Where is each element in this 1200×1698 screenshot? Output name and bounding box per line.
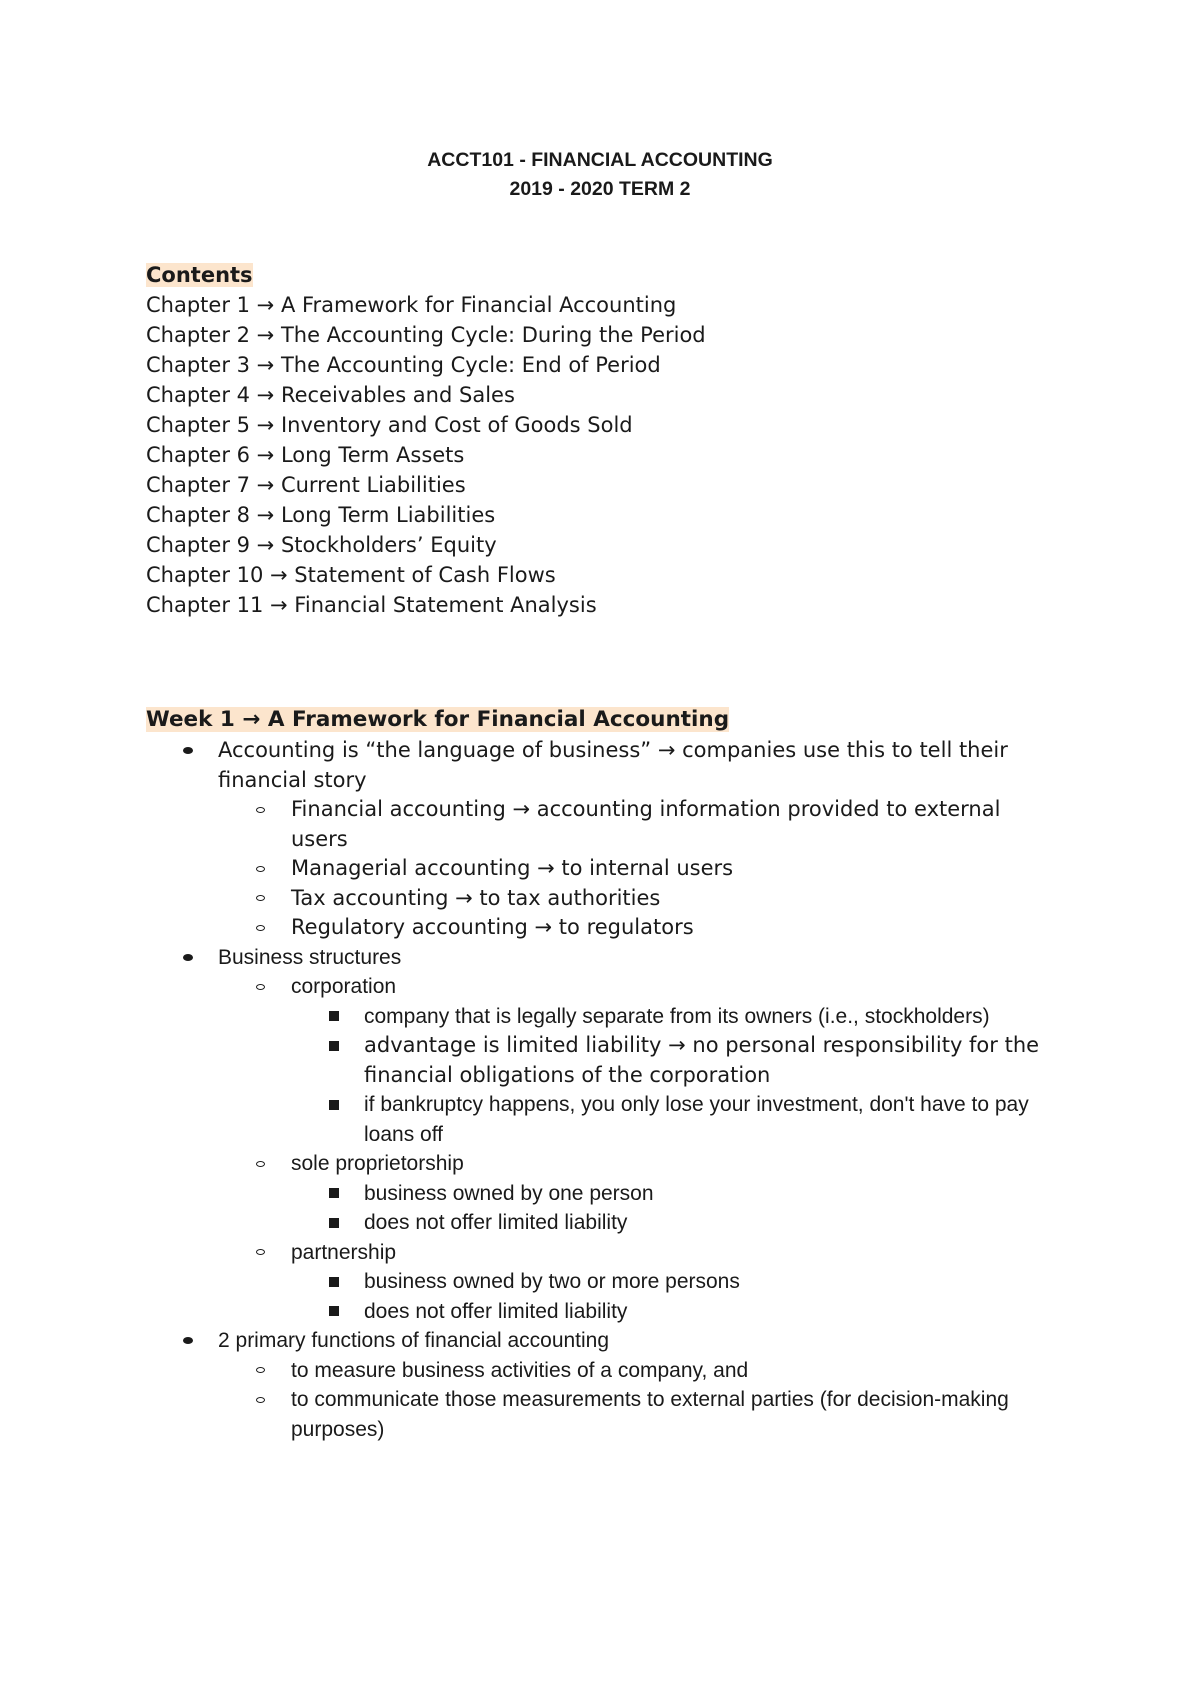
table-of-contents <box>146 260 706 620</box>
list-item-text: Regulatory accounting → to regulators <box>291 915 694 939</box>
list-item-text: Tax accounting → to tax authorities <box>291 885 661 910</box>
list-item-text: to measure business activities of a company, and <box>291 1358 749 1382</box>
bullet-square-icon <box>329 1031 339 1061</box>
list-item <box>0 884 1200 914</box>
list-item-text: Financial accounting → accounting information provided to external users <box>291 797 1001 851</box>
chapter-list <box>146 290 706 620</box>
list-item <box>0 1267 1200 1297</box>
list-item <box>0 1002 1200 1032</box>
list-item <box>0 1385 1200 1444</box>
list-item <box>0 795 1200 854</box>
list-item-text: business owned by one person <box>364 1181 654 1205</box>
bullet-circle-icon <box>256 854 265 884</box>
bullet-circle-icon <box>256 972 265 1002</box>
list-item <box>0 943 1200 973</box>
list-item-text: to communicate those measurements to external parties (for decision-making purposes) <box>291 1388 1009 1441</box>
list-item-text: if bankruptcy happens, you only lose your investment, don't have to pay loans off <box>364 1093 1029 1146</box>
list-item-text: sole proprietorship <box>291 1152 464 1175</box>
term-subtitle: 2019 - 2020 TERM 2 <box>509 178 691 200</box>
bullet-circle-icon <box>256 1385 265 1415</box>
list-item <box>0 913 1200 943</box>
bullet-square-icon <box>329 1179 339 1209</box>
bullet-disc-icon <box>183 943 193 973</box>
list-item-text: corporation <box>291 975 397 998</box>
list-item-text: partnership <box>291 1240 397 1264</box>
chapter-item: Chapter 1 → A Framework for Financial Accounting <box>146 293 677 317</box>
bullet-disc-icon <box>183 736 193 766</box>
course-title: ACCT101 - FINANCIAL ACCOUNTING <box>427 149 773 171</box>
list-item-text: does not offer limited liability <box>364 1211 628 1234</box>
bullet-circle-icon <box>256 913 265 943</box>
bullet-square-icon <box>329 1297 339 1327</box>
list-item <box>0 1356 1200 1386</box>
list-item-text: Business structures <box>218 945 402 969</box>
chapter-item: Chapter 6 → Long Term Assets <box>146 443 465 467</box>
chapter-item: Chapter 2 → The Accounting Cycle: During the Period <box>146 323 706 347</box>
list-item <box>0 1179 1200 1209</box>
list-item <box>0 1208 1200 1238</box>
list-item <box>0 854 1200 884</box>
list-item <box>0 1149 1200 1179</box>
list-item-text: company that is legally separate from its owners (i.e., stockholders) <box>364 1004 990 1028</box>
chapter-item: Chapter 11 → Financial Statement Analysis <box>146 593 597 617</box>
chapter-item: Chapter 10 → Statement of Cash Flows <box>146 563 556 587</box>
list-item-text: 2 primary functions of financial accounting <box>218 1329 610 1352</box>
list-item <box>0 1238 1200 1268</box>
chapter-item: Chapter 7 → Current Liabilities <box>146 473 466 497</box>
bullet-circle-icon <box>256 795 265 825</box>
chapter-item: Chapter 3 → The Accounting Cycle: End of Period <box>146 353 661 377</box>
list-item <box>0 972 1200 1002</box>
chapter-item: Chapter 4 → Receivables and Sales <box>146 383 515 407</box>
contents-heading: Contents <box>146 263 253 287</box>
title-block <box>0 146 1200 204</box>
bullet-square-icon <box>329 1002 339 1032</box>
bullet-circle-icon <box>256 1356 265 1386</box>
chapter-item: Chapter 5 → Inventory and Cost of Goods Sold <box>146 413 633 437</box>
bullet-disc-icon <box>183 1326 193 1356</box>
list-item <box>0 1090 1200 1149</box>
bullet-circle-icon <box>256 1238 265 1268</box>
list-item <box>0 1031 1200 1090</box>
list-item-text: business owned by two or more persons <box>364 1270 740 1293</box>
bullet-square-icon <box>329 1267 339 1297</box>
list-item <box>0 736 1200 795</box>
list-item-text: advantage is limited liability → no personal responsibility for the financial obligations of the corporation <box>364 1033 1040 1087</box>
week-heading-text: Week 1 → A Framework for Financial Accounting <box>146 707 730 732</box>
chapter-item: Chapter 8 → Long Term Liabilities <box>146 503 496 527</box>
list-item-text: Accounting is “the language of business” → companies use this to tell their financial story <box>218 738 1008 792</box>
chapter-item: Chapter 9 → Stockholders’ Equity <box>146 533 497 557</box>
bullet-circle-icon <box>256 884 265 914</box>
bullet-square-icon <box>329 1090 339 1120</box>
bullet-square-icon <box>329 1208 339 1238</box>
list-item-text: does not offer limited liability <box>364 1299 628 1323</box>
week-heading <box>146 704 729 735</box>
list-item-text: Managerial accounting → to internal users <box>291 856 734 880</box>
list-item <box>0 1326 1200 1356</box>
list-item <box>0 1297 1200 1327</box>
bullet-circle-icon <box>256 1149 265 1179</box>
notes-list <box>0 736 1200 1444</box>
